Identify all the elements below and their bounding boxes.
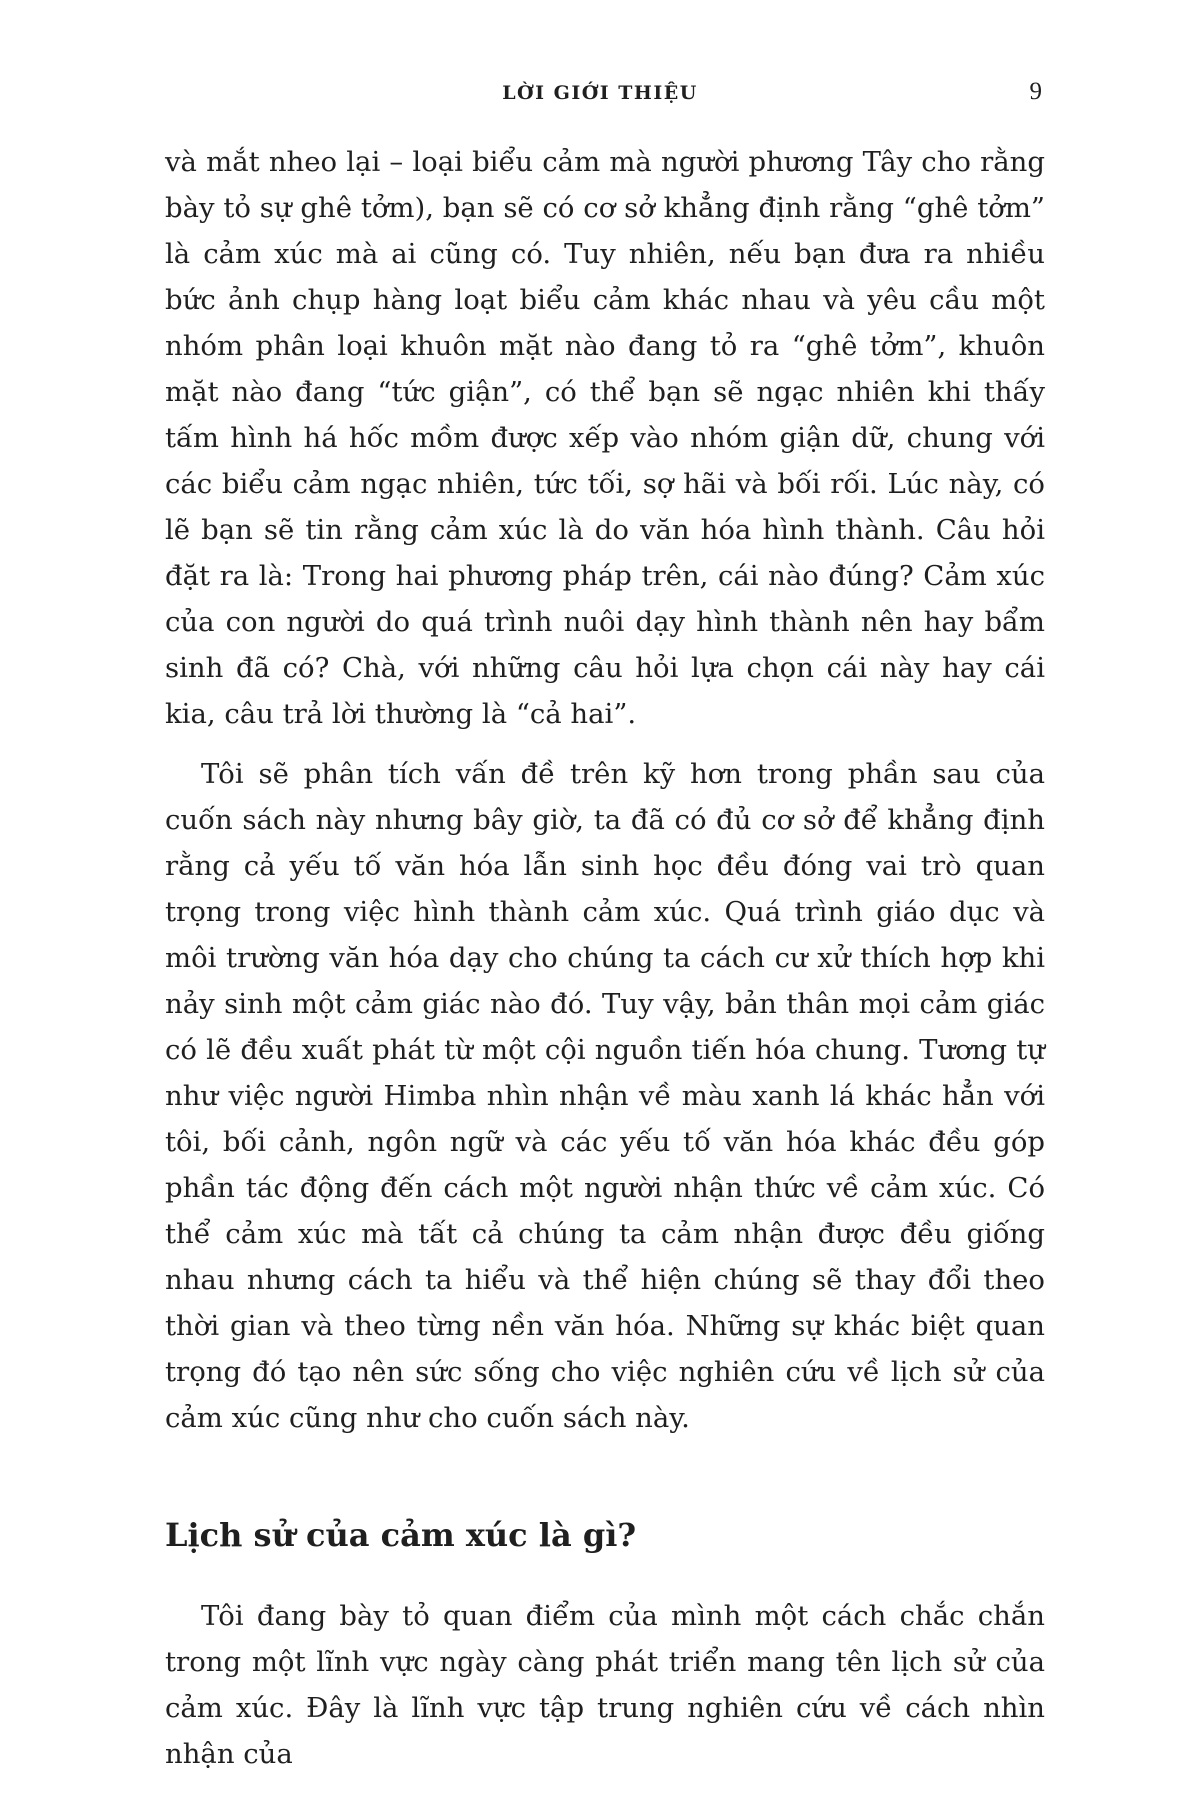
paragraph: Tôi sẽ phân tích vấn đề trên kỹ hơn trong phần sau của cuốn sách này nhưng bây giờ, ta đã có đủ cơ sở để khẳng định rằng cả yếu tố văn hóa lẫn sinh học đều đóng vai trò quan trọng trong việc hình thành cảm xúc. Quá trình giáo dục và môi trường văn hóa dạy cho chúng ta cách cư xử thích hợp khi nảy sinh một cảm giác nào đó. Tuy vậy, bản thân mọi cảm giác có lẽ đều xuất phát từ một cội nguồn tiến hóa chung. Tương tự như việc người Himba nhìn nhận về màu xanh lá khác hẳn với tôi, bối cảnh, ngôn ngữ và các yếu tố văn hóa khác đều góp phần tác động đến cách một người nhận thức về cảm xúc. Có thể cảm xúc mà tất cả chúng ta cảm nhận được đều giống nhau nhưng cách ta hiểu và thể hiện chúng sẽ thay đổi theo thời gian và theo từng nền văn hóa. Những sự khác biệt quan trọng đó tạo nên sức sống cho việc nghiên cứu về lịch sử của cảm xúc cũng như cho cuốn sách này. (165, 758, 1045, 1434)
section-heading: Lịch sử của cảm xúc là gì? (165, 1516, 637, 1554)
running-title: LỜI GIỚI THIỆU (502, 82, 698, 104)
paragraph-continued: và mắt nheo lại – loại biểu cảm mà người phương Tây cho rằng bày tỏ sự ghê tởm), bạn sẽ có cơ sở khẳng định rằng “ghê tởm” là cảm xúc mà ai cũng có. Tuy nhiên, nếu bạn đưa ra nhiều bức ảnh chụp hàng loạt biểu cảm khác nhau và yêu cầu một nhóm phân loại khuôn mặt nào đang tỏ ra “ghê tởm”, khuôn mặt nào đang “tức giận”, có thể bạn sẽ ngạc nhiên khi thấy tấm hình há hốc mồm được xếp vào nhóm giận dữ, chung với các biểu cảm ngạc nhiên, tức tối, sợ hãi và bối rối. Lúc này, có lẽ bạn sẽ tin rằng cảm xúc là do văn hóa hình thành. Câu hỏi đặt ra là: Trong hai phương pháp trên, cái nào đúng? Cảm xúc của con người do quá trình nuôi dạy hình thành nên hay bẩm sinh đã có? Chà, với những câu hỏi lựa chọn cái này hay cái kia, câu trả lời thường là “cả hai”. (165, 146, 1045, 730)
paragraph: Tôi đang bày tỏ quan điểm của mình một cách chắc chắn trong một lĩnh vực ngày càng phát triển mang tên lịch sử của cảm xúc. Đây là lĩnh vực tập trung nghiên cứu về cách nhìn nhận của (165, 1600, 1045, 1770)
body-text (165, 139, 1045, 1777)
page-number: 9 (1029, 78, 1042, 105)
running-header (0, 80, 1200, 110)
